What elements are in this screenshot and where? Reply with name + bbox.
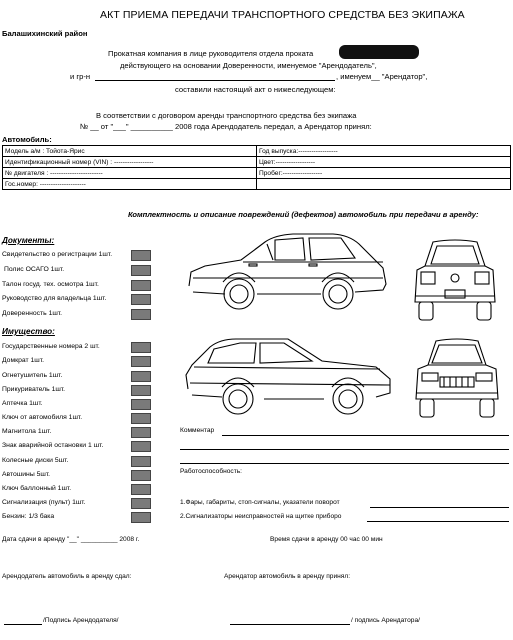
car-plate-cell: Гос.номер: --------------------- (3, 179, 257, 190)
list-item: Ключ от автомобиля 1шт. (2, 414, 83, 421)
table-row (3, 146, 511, 157)
checkbox-jack[interactable] (131, 356, 151, 367)
comment-line-3[interactable] (180, 463, 509, 464)
car-year-cell: Год выпуска:------------------ (257, 146, 511, 157)
lessee-sign-label: / подпись Арендатора/ (351, 617, 420, 624)
lessee-sign-line[interactable] (230, 624, 350, 625)
list-item: Доверенность 1шт. (2, 310, 63, 317)
car-empty-cell (257, 179, 511, 190)
checkbox-wheels[interactable] (131, 456, 151, 467)
checkbox-reg-cert[interactable] (131, 250, 151, 261)
list-item: Аптечка 1шт. (2, 400, 43, 407)
checkbox-lighter[interactable] (131, 385, 151, 396)
checkbox-manual[interactable] (131, 294, 151, 305)
checkbox-extinguisher[interactable] (131, 371, 151, 382)
document-title: АКТ ПРИЕМА ПЕРЕДАЧИ ТРАНСПОРТНОГО СРЕДСТВА БЕЗ ЭКИПАЖА (100, 9, 465, 21)
car-color-cell: Цвет:------------------ (257, 157, 511, 168)
car-mileage-cell: Пробег:------------------ (257, 168, 511, 179)
lessee-label: Арендатор автомобиль в аренду принял: (224, 573, 351, 580)
car-model-cell: Модель а/м : Тойота-Ярис (3, 146, 257, 157)
checkbox-inspection[interactable] (131, 280, 151, 291)
date-line: Дата сдачи в аренду "__" __________ 2008 г. (2, 536, 140, 543)
table-row (3, 168, 511, 179)
list-item: Государственные номера 2 шт. (2, 343, 100, 350)
car-vin-cell: Идентификационный номер (VIN) : ------------------ (3, 157, 257, 168)
checkbox-warning-sign[interactable] (131, 441, 151, 452)
tenant-name-line (95, 80, 335, 81)
contract-line-1: В соответствии с договором аренды транспортного средства без экипажа (96, 111, 357, 120)
intro-line-2: действующего на основании Доверенности, именуемое "Арендодатель", (120, 61, 377, 70)
list-item: Свидетельство о регистрации 1шт. (2, 251, 113, 258)
intro-line-4: составили настоящий акт о нижеследующем: (175, 85, 336, 94)
list-item: Полис ОСАГО 1шт. (4, 266, 65, 273)
documents-heading: Документы: (2, 236, 55, 245)
car-side-view-right (180, 333, 396, 423)
intro-line-1: Прокатная компания в лице руководителя отдела проката (108, 49, 314, 58)
list-item: Магнитола 1шт. (2, 428, 52, 435)
checkbox-wheel-wrench[interactable] (131, 484, 151, 495)
comment-line-1[interactable] (222, 435, 509, 436)
list-item: Прикуриватель 1шт. (2, 386, 66, 393)
completeness-heading: Комплектность и описание повреждений (дефектов) автомобиль при передачи в аренду: (128, 210, 479, 219)
lessor-sign-line[interactable] (4, 624, 42, 625)
contract-line-2: № __ от "___" __________ 2008 года Арендодатель передал, а Арендатор принял: (80, 122, 372, 131)
list-item: Домкрат 1шт. (2, 357, 44, 364)
comment-label: Комментар (180, 427, 215, 434)
lessor-sign-label: /Подпись Арендодателя/ (43, 617, 119, 624)
list-item: Сигнализация (пульт) 1шт. (2, 499, 86, 506)
comment-line-2[interactable] (180, 449, 509, 450)
checkbox-alarm-remote[interactable] (131, 498, 151, 509)
table-row (3, 157, 511, 168)
car-heading: Автомобиль: (2, 135, 52, 144)
list-item: Ключ баллонный 1шт. (2, 485, 72, 492)
checkbox-radio[interactable] (131, 427, 151, 438)
intro-line-3-end: , именуем__ "Арендатор", (336, 72, 428, 81)
check-2-line[interactable] (367, 521, 509, 522)
working-label: Работоспособность: (180, 468, 242, 475)
list-item: Руководство для владельца 1шт. (2, 295, 107, 302)
list-item: Бензин: 1/3 бака (2, 513, 55, 520)
checkbox-fuel[interactable] (131, 512, 151, 523)
property-heading: Имущество: (2, 327, 55, 336)
car-engine-cell: № двигателя : ------------------------ (3, 168, 257, 179)
redacted-name (339, 45, 419, 59)
checkbox-osago[interactable] (131, 265, 151, 276)
list-item: Автошины 5шт. (2, 471, 51, 478)
list-item: Знак аварийной остановки 1 шт. (2, 442, 104, 449)
check-2-label: 2.Сигнализаторы неисправностей на щитке приборо (180, 513, 342, 520)
time-line: Время сдачи в аренду 00 час 00 мин (270, 536, 383, 543)
check-1-line[interactable] (370, 507, 509, 508)
list-item: Колесные диски 5шт. (2, 457, 69, 464)
checkbox-plates[interactable] (131, 342, 151, 353)
check-1-label: 1.Фары, габариты, стоп-сигналы, указатели поворот (180, 499, 340, 506)
lessor-label: Арендодатель автомобиль в аренду сдал: (2, 573, 132, 580)
checkbox-car-key[interactable] (131, 413, 151, 424)
list-item: Огнетушитель 1шт. (2, 372, 63, 379)
car-rear-view (411, 236, 499, 326)
district-label: Балашихинский район (2, 29, 88, 38)
intro-line-3-start: и гр-н (70, 72, 91, 81)
car-front-view (414, 337, 500, 425)
checkbox-tires[interactable] (131, 470, 151, 481)
list-item: Талон госуд. тех. осмотра 1шт. (2, 281, 99, 288)
checkbox-power-of-attorney[interactable] (131, 309, 151, 320)
table-row (3, 179, 511, 190)
car-side-view-left (183, 228, 393, 324)
checkbox-first-aid[interactable] (131, 399, 151, 410)
car-info-table (2, 145, 511, 190)
